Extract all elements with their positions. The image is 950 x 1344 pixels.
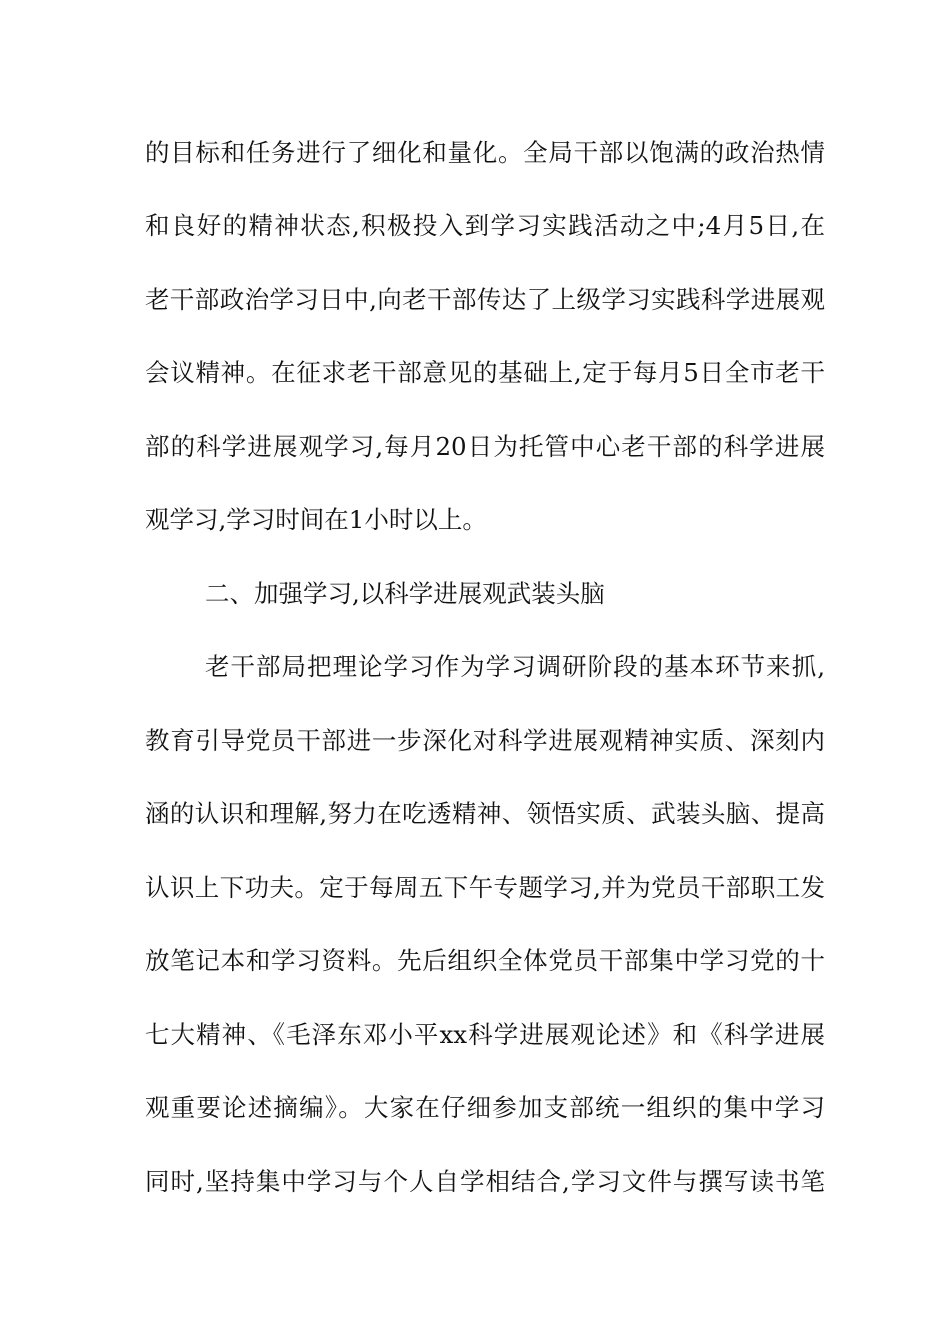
text-line: 的目标和任务进行了细化和量化。全局干部以饱满的政治热情 <box>145 138 825 167</box>
text-line: 七大精神、《毛泽东邓小平xx科学进展观论述》和《科学进展 <box>145 1020 825 1049</box>
text-line: 会议精神。在征求老干部意见的基础上,定于每月5日全市老干 <box>145 358 825 387</box>
paragraph-first-line: 老干部局把理论学习作为学习调研阶段的基本环节来抓, <box>205 652 825 681</box>
text-line: 放笔记本和学习资料。先后组织全体党员干部集中学习党的十 <box>145 946 825 975</box>
text-line: 和良好的精神状态,积极投入到学习实践活动之中;4月5日,在 <box>145 211 825 240</box>
paragraph-end-line: 观学习,学习时间在1小时以上。 <box>145 505 487 534</box>
text-line: 涵的认识和理解,努力在吃透精神、领悟实质、武装头脑、提高 <box>145 799 825 828</box>
text-line: 同时,坚持集中学习与个人自学相结合,学习文件与撰写读书笔 <box>145 1167 825 1196</box>
text-line: 观重要论述摘编》。大家在仔细参加支部统一组织的集中学习 <box>145 1093 825 1122</box>
text-line: 认识上下功夫。定于每周五下午专题学习,并为党员干部职工发 <box>145 873 825 902</box>
text-line: 部的科学进展观学习,每月20日为托管中心老干部的科学进展 <box>145 432 825 461</box>
text-line: 老干部政治学习日中,向老干部传达了上级学习实践科学进展观 <box>145 285 825 314</box>
section-heading: 二、加强学习,以科学进展观武装头脑 <box>205 579 605 608</box>
text-line: 教育引导党员干部进一步深化对科学进展观精神实质、深刻内 <box>145 726 825 755</box>
